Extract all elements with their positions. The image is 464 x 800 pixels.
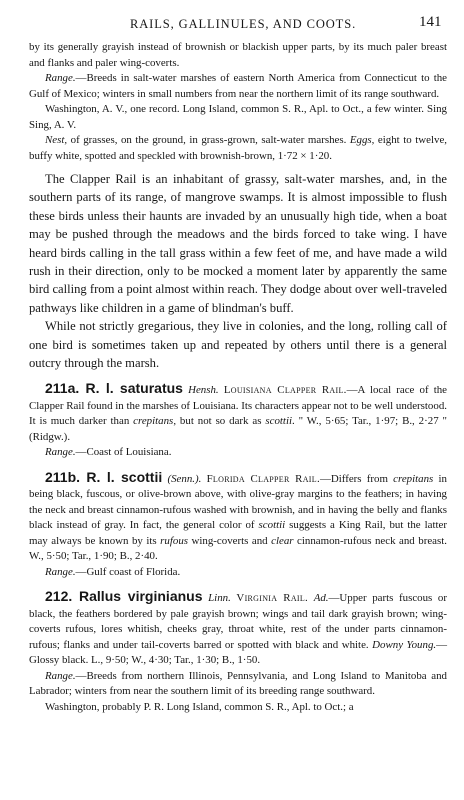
adult-label: Ad. xyxy=(313,592,329,605)
range-text: —Breeds in salt-water marshes of eastern North America from Connecticut to the Gulf of Mexico; winters in small numbers from near the northern limit of its range southward. xyxy=(29,72,447,100)
common-name: Louisiana Clapper Rail. xyxy=(223,384,347,397)
page-number: 141 xyxy=(419,14,442,30)
range-label: Range. xyxy=(45,669,76,682)
comparison-text: by its generally grayish instead of brownish or blackish upper parts, by its much paler breast and flanks and paler wing-coverts. xyxy=(29,41,447,69)
description-text: —Upper parts fuscous or black, the feathers bordered by pale grayish brown; wings and tail dark grayish brown; wing-coverts rufous, lores whitish, cheeks gray, throat white, rest of the under parts cinnamon-rufous; flanks and under tail-coverts barred or spotted with black and white. xyxy=(29,592,447,651)
nest-text: of grasses, on the ground, in grass-grown, salt-water marshes. xyxy=(67,134,347,146)
emphasis-clear: clear xyxy=(271,534,294,547)
species-entry-211a xyxy=(29,381,447,461)
species-description xyxy=(29,470,447,565)
species-author: Hensh. xyxy=(188,384,219,397)
species-heading: 212. Rallus virginianus xyxy=(45,588,203,605)
range-paragraph xyxy=(29,445,447,461)
records-paragraph: Washington, probably P. R. Long Island, common S. R., Apl. to Oct.; a xyxy=(45,700,354,713)
eggs-label: Eggs, xyxy=(349,134,375,146)
eggs-text: eight to twelve, buffy white, spotted and speckled with brownish-brown, 1·72 × 1·20. xyxy=(29,134,447,162)
records-paragraph: Washington, A. V., one record. Long Island, common S. R., Apl. to Oct., a few winter. Sing Sing, A. V. xyxy=(29,103,447,131)
essay-paragraph-1: The Clapper Rail is an inhabitant of grassy, salt-water marshes, and, in the southern parts of its range, of mangrove swamps. It is almost impossible to flush these birds unless their haunts are invaded by an unusually high tide, when a boat may be pushed through the meadows and the birds forced to take wing. I have heard birds calling in the tall grass within a few feet of me, and have made a wild rush in their direction, only to be mocked a moment later by apparently the same bird calling from a point almost within reach. They dodge about over well-traveled pathways like children in a game of blindman's buff. xyxy=(29,172,447,315)
downy-young-label: Downy Young. xyxy=(372,638,437,651)
taxon-scottii: scottii xyxy=(258,519,286,532)
range-label: Range. xyxy=(45,565,76,578)
range-text: —Coast of Louisiana. xyxy=(75,446,172,459)
species-author: (Senn.). xyxy=(167,472,202,485)
nest-paragraph xyxy=(29,133,447,164)
measurements: . " W., 5·65; Tar., 1·97; B., 2·27 " (Ridgw.). xyxy=(29,415,447,443)
page-body xyxy=(29,40,447,715)
emphasis-rufous: rufous xyxy=(160,534,189,547)
range-label: Range. xyxy=(45,446,76,459)
species-description xyxy=(29,381,447,445)
taxon-crepitans: crepitans xyxy=(393,472,434,485)
essay xyxy=(29,170,447,372)
species-author: Linn. xyxy=(208,592,231,605)
species-heading: 211a. R. l. saturatus xyxy=(45,380,183,397)
species-entry-212 xyxy=(29,589,447,715)
description-text: —Differs from xyxy=(319,472,394,485)
range-label: Range. xyxy=(45,72,76,84)
description-text: —A local race of the Clapper Rail found in the marshes of Louisiana. Its characters appear not to be well understood. It is much darker than xyxy=(29,384,448,428)
page-header xyxy=(0,14,464,36)
measurements: cinnamon-rufous neck and breast. W., 5·50; Tar., 1·90; B., 2·40. xyxy=(29,534,447,563)
nest-label: Nest, xyxy=(45,134,68,146)
description-text: , but not so dark as xyxy=(173,415,266,428)
range-text: —Gulf coast of Florida. xyxy=(75,565,181,578)
measurements: —Glossy black. L., 9·50; W., 4·30; Tar., 1·30; B., 1·50. xyxy=(29,638,447,667)
species-heading: 211b. R. l. scottii xyxy=(45,468,163,485)
species-description xyxy=(29,589,447,669)
description-text: wing-coverts and xyxy=(188,534,272,547)
clapper-rail-continuation xyxy=(29,40,447,164)
range-paragraph xyxy=(29,71,447,102)
taxon-crepitans: crepitans xyxy=(133,415,174,428)
description-text: suggests a King Rail, but the latter may always be known by its xyxy=(29,519,447,547)
common-name: Virginia Rail. xyxy=(236,592,309,605)
description-text: in being black, fuscous, or olive-brown above, with olive-gray margins to the feathers; in having the neck and breast cinnamon-rufous washed with brownish, and in having the belly and flanks black instead of gray. In fact, the general color of xyxy=(29,472,447,532)
running-head: RAILS, GALLINULES, AND COOTS. xyxy=(130,17,357,31)
range-text: —Breeds from northern Illinois, Pennsylvania, and Long Island to Manitoba and Labrador; winters from near the southern limit of its breeding range southward. xyxy=(29,669,447,698)
range-paragraph xyxy=(29,565,447,581)
taxon-scottii: scottii xyxy=(265,415,292,428)
essay-paragraph-2: While not strictly gregarious, they live in colonies, and the long, rolling call of one bird is sometimes taken up and repeated by others until there is a general outcry through the marsh. xyxy=(29,319,447,371)
species-entry-211b xyxy=(29,470,447,581)
common-name: Florida Clapper Rail. xyxy=(206,472,320,485)
range-paragraph xyxy=(29,669,447,700)
